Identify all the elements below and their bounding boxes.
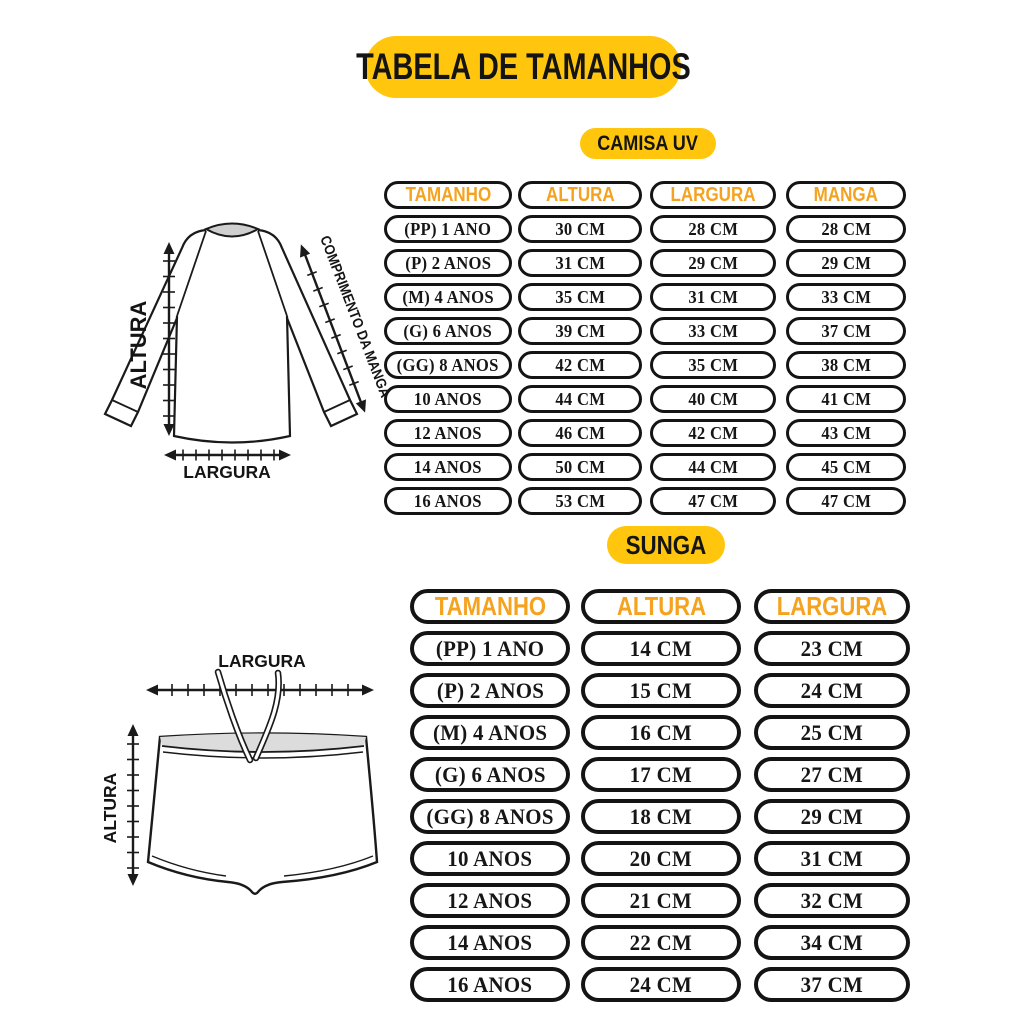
trunks-largura-label: LARGURA bbox=[218, 651, 306, 671]
table-cell: 33 CM bbox=[650, 317, 776, 345]
trunks-largura-arrowhead-right bbox=[362, 685, 374, 696]
table-cell: 31 CM bbox=[650, 283, 776, 311]
column-header-pill bbox=[518, 181, 642, 209]
table-cell: 44 CM bbox=[650, 453, 776, 481]
camisa-column-manga bbox=[786, 181, 906, 521]
altura-arrowhead-bottom bbox=[164, 424, 175, 436]
column-header: TAMANHO bbox=[434, 591, 546, 621]
camisa-column-tamanho bbox=[384, 181, 512, 521]
table-cell: 16 CM bbox=[581, 715, 741, 750]
column-header-pill bbox=[410, 589, 570, 624]
table-cell: 28 CM bbox=[786, 215, 906, 243]
page-title-badge bbox=[355, 36, 691, 98]
table-cell: (G) 6 ANOS bbox=[410, 757, 570, 792]
table-cell: 38 CM bbox=[786, 351, 906, 379]
trunks-altura-label: ALTURA bbox=[100, 772, 120, 844]
page-title: TABELA DE TAMANHOS bbox=[355, 46, 691, 87]
trunks-diagram bbox=[98, 640, 416, 920]
table-cell: 22 CM bbox=[581, 925, 741, 960]
table-cell: 44 CM bbox=[518, 385, 642, 413]
shirt-diagram bbox=[92, 206, 404, 498]
column-header-pill bbox=[754, 589, 910, 624]
table-cell: 27 CM bbox=[754, 757, 910, 792]
column-header: MANGA bbox=[813, 183, 879, 206]
table-cell: 14 ANOS bbox=[410, 925, 570, 960]
table-cell: 32 CM bbox=[754, 883, 910, 918]
shirt-neck-collar bbox=[206, 224, 258, 237]
table-cell: 35 CM bbox=[518, 283, 642, 311]
table-cell: 50 CM bbox=[518, 453, 642, 481]
largura-arrowhead-right bbox=[279, 450, 291, 461]
column-header: ALTURA bbox=[616, 591, 706, 621]
table-cell: 21 CM bbox=[581, 883, 741, 918]
table-cell: 37 CM bbox=[786, 317, 906, 345]
table-cell: 24 CM bbox=[754, 673, 910, 708]
table-cell: 29 CM bbox=[650, 249, 776, 277]
table-cell: 12 ANOS bbox=[384, 419, 512, 447]
trunks-largura-arrowhead-left bbox=[146, 685, 158, 696]
table-cell: 34 CM bbox=[754, 925, 910, 960]
table-cell: 24 CM bbox=[581, 967, 741, 1002]
sunga-column-largura bbox=[754, 589, 910, 1009]
shirt-largura-label: LARGURA bbox=[183, 462, 271, 482]
table-cell: 10 ANOS bbox=[384, 385, 512, 413]
table-cell: 41 CM bbox=[786, 385, 906, 413]
sunga-section-label: SUNGA bbox=[625, 529, 707, 560]
column-header-pill bbox=[581, 589, 741, 624]
table-cell: 40 CM bbox=[650, 385, 776, 413]
table-cell: 28 CM bbox=[650, 215, 776, 243]
table-cell: 47 CM bbox=[786, 487, 906, 515]
table-cell: 31 CM bbox=[518, 249, 642, 277]
table-cell: 39 CM bbox=[518, 317, 642, 345]
table-cell: (GG) 8 ANOS bbox=[384, 351, 512, 379]
camisa-section-label: CAMISA UV bbox=[597, 131, 699, 155]
sunga-column-altura bbox=[581, 589, 741, 1009]
table-cell: (P) 2 ANOS bbox=[384, 249, 512, 277]
camisa-column-largura bbox=[650, 181, 776, 521]
table-cell: 14 ANOS bbox=[384, 453, 512, 481]
sunga-section-badge bbox=[607, 526, 725, 564]
table-cell: (M) 4 ANOS bbox=[410, 715, 570, 750]
column-header: LARGURA bbox=[776, 591, 888, 621]
shirt-right-raglan-seam bbox=[258, 231, 287, 316]
shirt-altura-label: ALTURA bbox=[126, 300, 151, 390]
table-cell: (G) 6 ANOS bbox=[384, 317, 512, 345]
table-cell: (M) 4 ANOS bbox=[384, 283, 512, 311]
altura-arrowhead-top bbox=[164, 242, 175, 254]
column-header-pill bbox=[786, 181, 906, 209]
table-cell: 16 ANOS bbox=[384, 487, 512, 515]
column-header-pill bbox=[650, 181, 776, 209]
column-header: LARGURA bbox=[670, 183, 756, 206]
shirt-left-sleeve bbox=[105, 230, 206, 426]
table-cell: 47 CM bbox=[650, 487, 776, 515]
table-cell: (PP) 1 ANO bbox=[384, 215, 512, 243]
column-header: ALTURA bbox=[545, 183, 615, 206]
largura-arrowhead-left bbox=[164, 450, 176, 461]
table-cell: 15 CM bbox=[581, 673, 741, 708]
table-cell: 31 CM bbox=[754, 841, 910, 876]
table-cell: 12 ANOS bbox=[410, 883, 570, 918]
sunga-column-tamanho bbox=[410, 589, 570, 1009]
table-cell: 42 CM bbox=[650, 419, 776, 447]
table-cell: 29 CM bbox=[786, 249, 906, 277]
table-cell: 18 CM bbox=[581, 799, 741, 834]
table-cell: 35 CM bbox=[650, 351, 776, 379]
table-cell: 45 CM bbox=[786, 453, 906, 481]
table-cell: 17 CM bbox=[581, 757, 741, 792]
column-header: TAMANHO bbox=[405, 183, 491, 206]
trunks-altura-arrowhead-bottom bbox=[128, 874, 139, 886]
table-cell: 14 CM bbox=[581, 631, 741, 666]
column-header-pill bbox=[384, 181, 512, 209]
table-cell: 25 CM bbox=[754, 715, 910, 750]
table-cell: 20 CM bbox=[581, 841, 741, 876]
table-cell: 43 CM bbox=[786, 419, 906, 447]
shirt-left-cuff-line bbox=[112, 400, 138, 412]
table-cell: (GG) 8 ANOS bbox=[410, 799, 570, 834]
table-cell: 10 ANOS bbox=[410, 841, 570, 876]
camisa-column-altura bbox=[518, 181, 642, 521]
table-cell: 29 CM bbox=[754, 799, 910, 834]
shirt-torso bbox=[174, 316, 290, 443]
table-cell: 33 CM bbox=[786, 283, 906, 311]
table-cell: 42 CM bbox=[518, 351, 642, 379]
camisa-section-badge bbox=[580, 128, 716, 159]
table-cell: (PP) 1 ANO bbox=[410, 631, 570, 666]
table-cell: 46 CM bbox=[518, 419, 642, 447]
table-cell: 16 ANOS bbox=[410, 967, 570, 1002]
shirt-manga-label: COMPRIMENTO DA MANGA bbox=[316, 233, 401, 420]
trunks-altura-arrowhead-top bbox=[128, 724, 139, 736]
table-cell: 23 CM bbox=[754, 631, 910, 666]
table-cell: 30 CM bbox=[518, 215, 642, 243]
table-cell: (P) 2 ANOS bbox=[410, 673, 570, 708]
shirt-right-cuff-line bbox=[324, 400, 350, 412]
shirt-left-raglan-seam bbox=[177, 231, 206, 316]
table-cell: 53 CM bbox=[518, 487, 642, 515]
table-cell: 37 CM bbox=[754, 967, 910, 1002]
